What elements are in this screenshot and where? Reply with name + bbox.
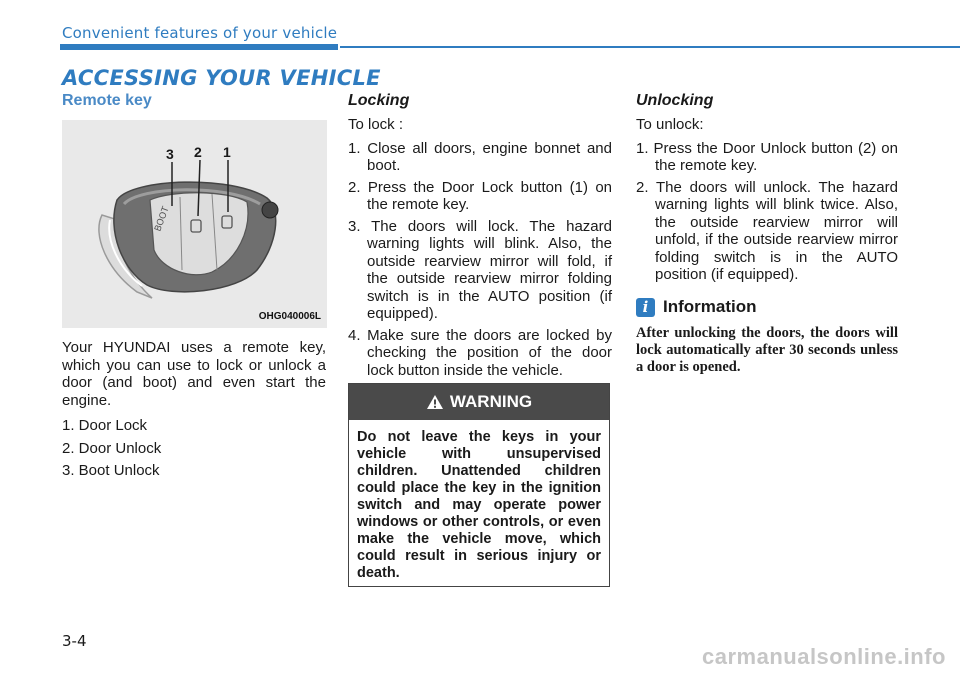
remote-key-paragraph: Your HYUNDAI uses a remote key, which you can use to lock or unlock a door (and boot) and even start the engine.	[62, 339, 326, 409]
list-item: 3. Boot Unlock	[62, 462, 160, 479]
unlocking-steps	[636, 140, 898, 284]
remote-key-figure	[62, 120, 327, 328]
warning-triangle-icon	[426, 394, 444, 410]
unlocking-intro: To unlock:	[636, 116, 704, 133]
list-item: 2. Press the Door Lock button (1) on the remote key.	[348, 178, 612, 213]
info-icon: i	[636, 298, 655, 317]
list-item: 1. Press the Door Unlock button (2) on the remote key.	[636, 139, 898, 174]
svg-text:BOOT: BOOT	[153, 205, 172, 234]
remote-key-heading: Remote key	[62, 92, 152, 109]
list-item: 2. Door Unlock	[62, 439, 162, 457]
list-item: 4. Make sure the doors are locked by checking the position of the door lock button inside the vehicle.	[348, 326, 612, 379]
unlocking-heading: Unlocking	[636, 92, 714, 109]
section-title: ACCESSING YOUR VEHICLE	[62, 66, 381, 90]
locking-heading: Locking	[348, 92, 410, 109]
right-column-text	[636, 116, 898, 288]
callout-2: 2	[194, 144, 202, 160]
header-rule-thick	[60, 44, 338, 50]
running-header: Convenient features of your vehicle	[62, 24, 338, 42]
warning-header	[349, 384, 609, 420]
page-number: 3-4	[62, 632, 87, 650]
callout-3: 3	[166, 146, 174, 162]
list-item: 1. Close all doors, engine bonnet and boot.	[348, 139, 612, 174]
warning-box	[348, 383, 610, 587]
list-item: 3. The doors will lock. The hazard warning lights will blink. Also, the outside rearview mirror will fold, if the outside rearview mirror folding switch is in the AUTO position (if equipped).	[348, 217, 612, 322]
warning-title: WARNING	[449, 392, 533, 411]
middle-column-text	[348, 116, 612, 383]
left-column-text	[62, 339, 326, 485]
watermark: carmanualsonline.info	[702, 644, 946, 669]
callout-1: 1	[223, 144, 231, 160]
figure-caption: OHG040006L	[258, 311, 321, 322]
information-title: Information	[663, 297, 757, 316]
information-text: After unlocking the doors, the doors will lock automatically after 30 seconds unless a door is opened.	[636, 325, 898, 375]
header-rule-thin	[340, 46, 960, 48]
locking-intro: To lock :	[348, 116, 404, 133]
information-heading	[636, 297, 757, 317]
warning-text: Do not leave the keys in your vehicle with unsupervised children. Unattended children could place the key in the ignition switch and may operate power windows or other controls, or even make the vehicle move, which could result in serious injury or death.	[357, 429, 601, 581]
list-item: 1. Door Lock	[62, 417, 148, 434]
locking-steps	[348, 140, 612, 380]
list-item: 2. The doors will unlock. The hazard warning lights will blink twice. Also, the outside rearview mirror will unfold, if the outside rearview mirror folding switch is in the AUTO position (if equipped).	[636, 178, 898, 283]
remote-key-button-list	[62, 417, 326, 480]
